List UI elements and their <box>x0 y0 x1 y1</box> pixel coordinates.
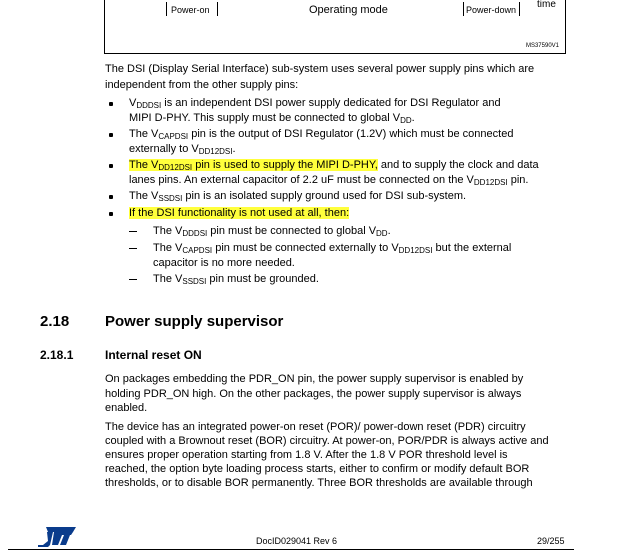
bullet-marker <box>109 212 113 216</box>
bullet-marker <box>109 102 113 106</box>
dash-marker <box>129 231 137 232</box>
dash-marker <box>129 248 137 249</box>
intro-line-1: The DSI (Display Serial Interface) sub-system uses several power supply pins which are <box>105 63 535 75</box>
st-logo-icon <box>38 527 76 547</box>
bullet-vcapdsi-line-2: externally to $V_{DD12DSI}$. <box>129 143 236 156</box>
figure-divider <box>463 2 464 16</box>
paragraph-line: On packages embedding the PDR_ON pin, the power supply supervisor is enabled by <box>105 373 524 385</box>
figure-code: MS37590V1 <box>525 43 559 49</box>
bullet-marker <box>109 164 113 168</box>
figure-label-power-down: Power-down <box>466 5 517 15</box>
subbullet-vcapdsi: The $V_{CAPDSI}$ pin must be connected externally to $V_{DD12DSI}$ but the external <box>153 242 512 255</box>
figure-divider <box>166 2 167 16</box>
dash-marker <box>129 279 137 280</box>
paragraph-line: reached, the option byte loading process starts, either to confirm or modify default BOR <box>105 463 530 475</box>
bullet-vssdsi: The $V_{SSDSI}$ pin is an isolated supply ground used for DSI sub-system. <box>129 190 467 203</box>
timing-figure <box>104 0 566 54</box>
section-number: 2.18 <box>40 313 70 330</box>
bullet-vdddsi-line-2: MIPI D-PHY. This supply must be connected to global $V_{DD}$. <box>129 112 415 125</box>
bullet-dsi-not-used <box>129 206 349 221</box>
highlighted-text: If the DSI functionality is not used at all, then: <box>129 207 350 219</box>
doc-id: DocID029041 Rev 6 <box>256 536 338 546</box>
figure-label-power-on: Power-on <box>171 5 210 15</box>
bullet-vcapdsi: The $V_{CAPDSI}$ pin is the output of DSI Regulator (1.2V) which must be connected <box>129 128 514 141</box>
figure-label-time: time <box>537 0 556 10</box>
footer-rule <box>8 549 574 550</box>
subbullet-vcapdsi-line-2: capacitor is no more needed. <box>153 257 295 269</box>
highlighted-text: The $V_{DD12DSI}$ pin is used to supply the MIPI D-PHY, <box>129 159 378 172</box>
bullet-vdd12dsi-line-2: lanes pins. An external capacitor of 2.2 uF must be connected on the $V_{DD12DSI}$ pin. <box>129 174 529 187</box>
figure-divider <box>217 2 218 16</box>
subsection-title: Internal reset ON <box>105 348 202 362</box>
bullet-marker <box>109 133 113 137</box>
paragraph-line: thresholds, or to disable BOR permanently. Three BOR thresholds are available through <box>105 477 533 489</box>
intro-line-2: independent from the other supply pins: <box>105 79 299 91</box>
section-title: Power supply supervisor <box>105 313 284 330</box>
st-logo <box>38 527 76 547</box>
paragraph-line: enabled. <box>105 402 148 414</box>
figure-divider <box>519 2 520 16</box>
bullet-marker <box>109 195 113 199</box>
paragraph-line: coupled with a Brownout reset (BOR) circuitry. At power-on, POR/PDR is always active and <box>105 435 549 447</box>
paragraph-line: holding PDR_ON high. On the other packages, the power supply supervisor is always <box>105 388 522 400</box>
paragraph-line: ensures proper operation starting from 1.8 V. After the 1.8 V POR threshold level is <box>105 449 508 461</box>
bullet-vdddsi: $V_{DDDSI}$ is an independent DSI power supply dedicated for DSI Regulator and <box>129 97 501 110</box>
subbullet-vdddsi: The $V_{DDDSI}$ pin must be connected to global $V_{DD}$. <box>153 225 391 238</box>
paragraph-line: The device has an integrated power-on reset (POR)/ power-down reset (PDR) circuitry <box>105 421 526 433</box>
page-number: 29/255 <box>537 536 565 546</box>
subbullet-vssdsi: The $V_{SSDSI}$ pin must be grounded. <box>153 273 319 286</box>
bullet-vdd12dsi: The $V_{DD12DSI}$ pin is used to supply the MIPI D-PHY, and to supply the clock and data <box>129 159 539 172</box>
subsection-number: 2.18.1 <box>40 348 74 362</box>
figure-label-operating-mode: Operating mode <box>309 4 388 16</box>
